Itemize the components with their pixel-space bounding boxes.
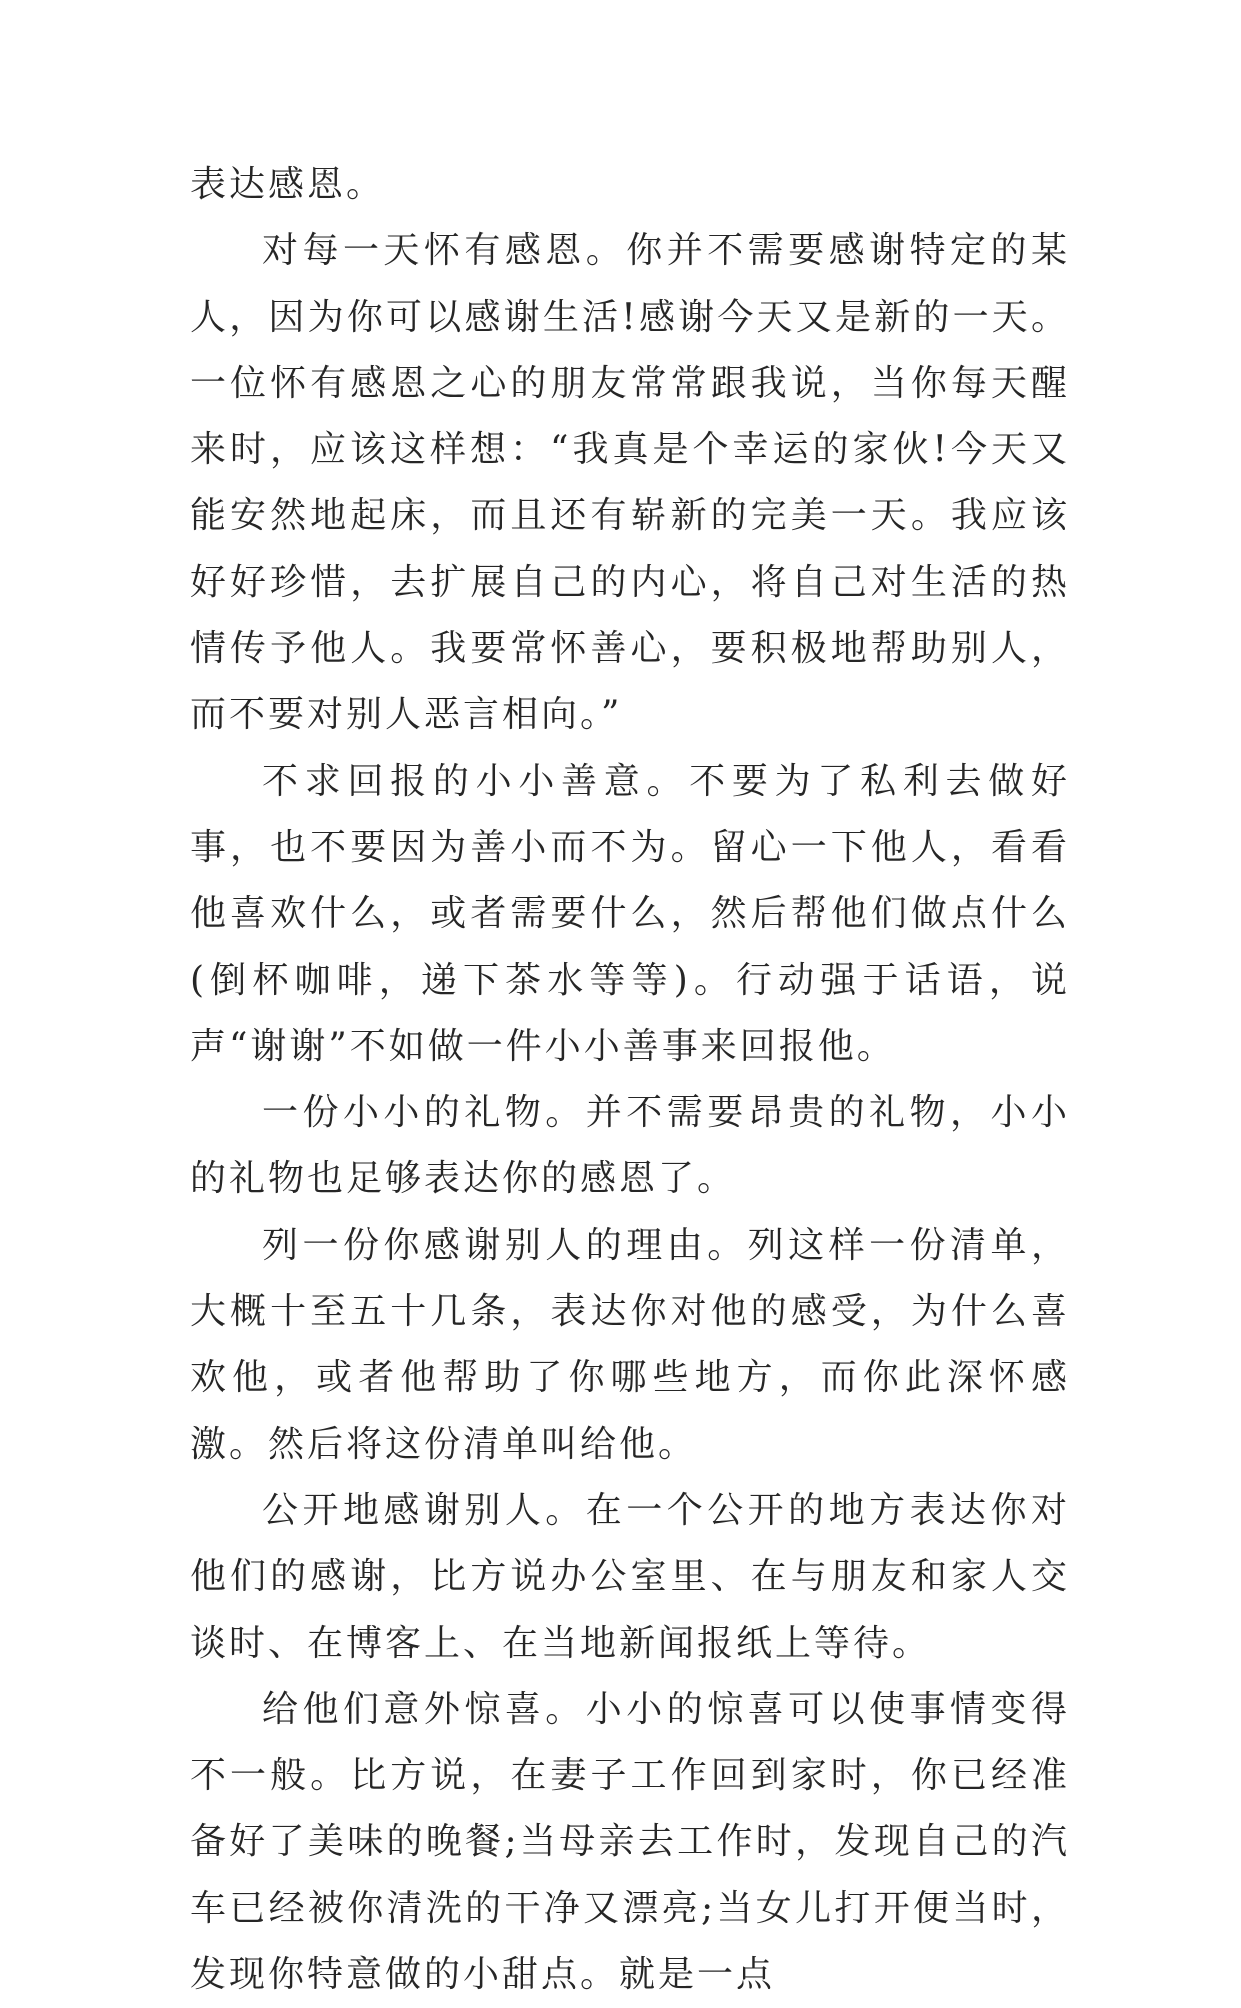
paragraph-daily-gratitude: 对每一天怀有感恩。你并不需要感谢特定的某人，因为你可以感谢生活!感谢今天又是新的一天。一位怀有感恩之心的朋友常常跟我说，当你每天醒来时，应该这样想：“我真是个幸运的家伙!今天又能安然地起床，而且还有崭新的完美一天。我应该好好珍惜，去扩展自己的内心，将自己对生活的热情传予他人。我要常怀善心，要积极地帮助别人，而不要对别人恶言相向。” — [190, 230, 1070, 736]
paragraph-public-thanks: 公开地感谢别人。在一个公开的地方表达你对他们的感谢，比方说办公室里、在与朋友和家人交谈时、在博客上、在当地新闻报纸上等待。 — [190, 1489, 1070, 1664]
paragraph-small-kindness: 不求回报的小小善意。不要为了私利去做好事，也不要因为善小而不为。留心一下他人，看看他喜欢什么，或者需要什么，然后帮他们做点什么(倒杯咖啡，递下茶水等等)。行动强于话语，说声“谢谢”不如做一件小小善事来回报他。 — [190, 760, 1070, 1067]
body-text — [190, 152, 1070, 2008]
paragraph-surprise: 给他们意外惊喜。小小的惊喜可以使事情变得不一般。比方说，在妻子工作回到家时，你已经准备好了美味的晚餐;当母亲去工作时，发现自己的汽车已经被你清洗的干净又漂亮;当女儿打开便当时，发现你特意做的小甜点。就是一点 — [190, 1688, 1070, 1996]
paragraph-list-reasons: 列一份你感谢别人的理由。列这样一份清单，大概十至五十几条，表达你对他的感受，为什么喜欢他，或者他帮助了你哪些地方，而你此深怀感激。然后将这份清单叫给他。 — [190, 1224, 1070, 1465]
paragraph-continuation: 表达感恩。 — [190, 164, 386, 205]
paragraph-small-gift: 一份小小的礼物。并不需要昂贵的礼物，小小的礼物也足够表达你的感恩了。 — [190, 1092, 1070, 1200]
